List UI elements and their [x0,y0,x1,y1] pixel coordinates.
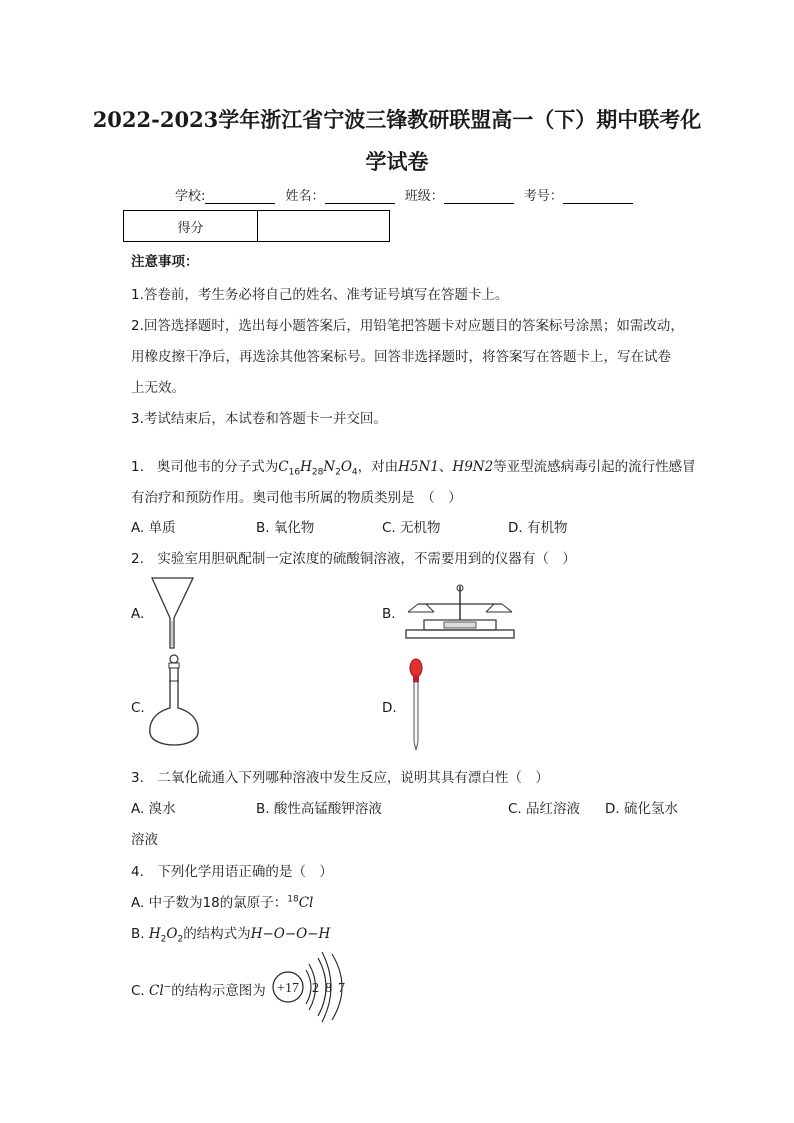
name-label: 姓名： [285,189,325,204]
virus-h9n2: H9N2 [452,459,494,475]
balance-scale-icon [404,582,516,642]
formula-c: C [278,459,289,475]
q4-option-b[interactable]: B. $H_2O_2$的结构式为H−O−O−H [131,926,331,945]
exam-title-line1: 2022-2023学年浙江省宁波三锋教研联盟高一（下）期中联考化 [92,107,702,132]
score-label: 得分 [124,211,258,242]
score-table [123,210,390,242]
shell-1-electrons: 2 [312,981,319,996]
q3-option-c[interactable]: C. 品红溶液 [508,801,581,817]
funnel-icon [150,576,195,651]
notice-heading: 注意事项： [131,254,199,270]
q2-option-d[interactable]: D. [382,700,397,716]
q3-option-d[interactable]: D. 硫化氢水 [605,801,678,817]
q4-option-c[interactable]: C. Cl−的结构示意图为 [131,982,266,999]
atomic-structure-diagram [270,950,360,1028]
question-1-line2: 有治疗和预防作用。奥司他韦所属的物质类别是 （ ） [131,490,462,506]
question-1-number: 1. [131,459,144,475]
notice-item-3: 3.考试结束后，本试卷和答题卡一并交回。 [131,411,387,427]
class-label: 班级： [404,189,444,204]
shell-3-electrons: 7 [338,981,345,996]
q3-option-b[interactable]: B. 酸性高锰酸钾溶液 [256,801,382,817]
school-label: 学校: [175,189,206,204]
q1-option-c[interactable]: C. 无机物 [382,520,441,536]
q4-option-a[interactable]: A. 中子数为18的氯原子：$^{18}$Cl [131,894,314,911]
question-2-text: 2. 实验室用胆矾配制一定浓度的硫酸铜溶液，不需要用到的仪器有（ ） [131,551,576,567]
nucleus-charge: +17 [277,981,299,996]
notice-item-2b: 用橡皮擦干净后，再选涂其他答案标号。回答非选择题时，将答案写在答题卡上，写在试卷 [131,349,671,365]
school-blank[interactable] [205,189,275,204]
question-1-line1: 1. 奥司他韦的分子式为$C_{16}H_{28}N_2O_4$，对由H5N1、H9N2等亚型流感病毒引起的流行性感冒 [131,459,696,478]
q1-option-b[interactable]: B. 氧化物 [256,520,315,536]
volumetric-flask-icon [148,653,200,753]
exam-title-line2: 学试卷 [365,149,429,174]
notice-item-2c: 上无效。 [131,380,185,396]
shell-2-electrons: 8 [325,981,332,996]
exam-number-blank[interactable] [563,189,633,204]
q1-option-a[interactable]: A. 单质 [131,520,176,536]
question-1-prefix: 奥司他韦的分子式为 [156,459,279,475]
q2-option-b[interactable]: B. [382,606,396,622]
notice-item-1: 1.答卷前，考生务必将自己的姓名、准考证号填写在答题卡上。 [131,287,509,303]
question-3-text: 3. 二氧化硫通入下列哪种溶液中发生反应，说明其具有漂白性（ ） [131,770,549,786]
exam-number-label: 考号： [523,189,563,204]
name-blank[interactable] [325,189,395,204]
q2-option-c[interactable]: C. [131,700,145,716]
q2-option-a[interactable]: A. [131,606,145,622]
dropper-icon [405,658,429,752]
virus-h5n1: H5N1 [398,459,439,475]
q1-option-d[interactable]: D. 有机物 [508,520,568,536]
notice-item-2a: 2.回答选择题时，选出每小题答案后，用铅笔把答题卡对应题目的答案标号涂黑；如需改动， [131,318,684,334]
score-value-cell[interactable] [258,211,390,242]
student-info-row [175,185,639,204]
q3-option-d-wrap: 溶液 [131,832,158,848]
q3-option-a[interactable]: A. 溴水 [131,801,176,817]
class-blank[interactable] [444,189,514,204]
question-4-text: 4. 下列化学用语正确的是（ ） [131,864,333,880]
